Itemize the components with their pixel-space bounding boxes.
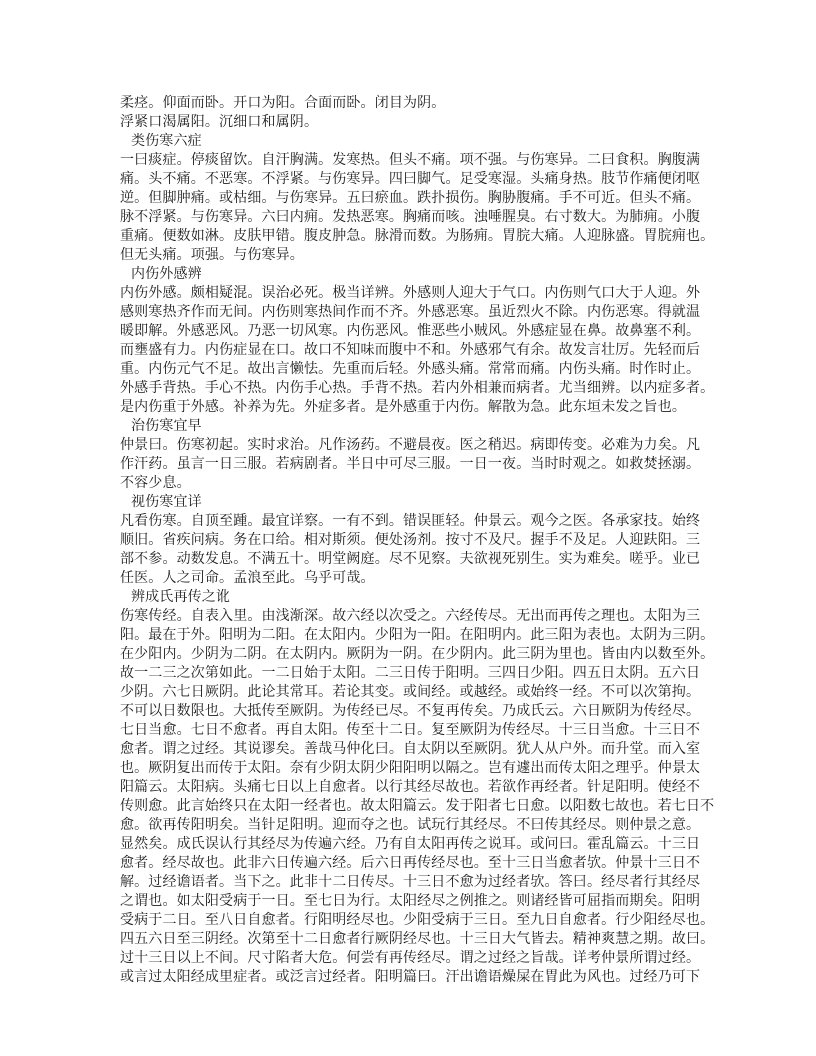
text-line: 内伤外感。颇相疑混。误治必死。极当详辨。外感则人迎大于气口。内伤则气口大于人迎。外 [120, 285, 701, 301]
text-line: 受病于二日。至八日自愈者。行阳明经尽也。少阳受病于三日。至九日自愈者。行少阳经尽也。 [120, 912, 715, 928]
text-line: 之谓也。如太阳受病于一日。至七日为行。太阳经尽之例推之。则诸经皆可屈指而期矣。阳明 [120, 893, 701, 909]
section-heading: 视伤寒宜详 [131, 494, 202, 510]
document-content [120, 94, 715, 987]
text-line: 柔痉。仰面而卧。开口为阳。合面而卧。闭目为阴。 [120, 95, 446, 111]
section-heading: 内伤外感辨 [131, 266, 202, 282]
text-line: 作汗药。虽言一日三服。若病剧者。半日中可尽三服。一日一夜。当时时观之。如救焚拯溺。 [120, 456, 701, 472]
text-section [120, 417, 702, 493]
text-line: 仲景曰。伤寒初起。实时求治。凡作汤药。不避晨夜。医之稍迟。病即传变。必难为力矣。凡 [120, 437, 701, 453]
text-line: 愈。欲再传阳明矣。当针足阳明。迎而夺之也。试玩行其经尽。不曰传其经尽。则仲景之意。 [120, 817, 701, 833]
text-line: 凡看伤寒。自顶至踵。最宜详察。一有不到。错误匪轻。仲景云。观今之医。各承家技。始终 [120, 513, 701, 529]
text-line: 七日当愈。七日不愈者。再自太阳。传至十二日。复至厥阴为传经尽。十三日当愈。十三日不 [120, 722, 701, 738]
text-line: 也。厥阴复出而传于太阳。奈有少阴太阴少阳阳明以隔之。岂有遽出而传太阳之理乎。仲景太 [120, 760, 701, 776]
text-line: 阳篇云。太阳病。头痛七日以上自愈者。以行其经尽故也。若欲作再经者。针足阳明。使经不 [120, 779, 701, 795]
text-line: 一曰痰症。停痰留饮。自汗胸满。发寒热。但头不痛。项不强。与伤寒异。二曰食积。胸腹满 [120, 152, 701, 168]
text-line: 在少阳内。少阴为二阴。在太阴内。厥阴为一阴。在少阴内。此三阴为里也。皆由内以数至外。 [120, 646, 715, 662]
text-line: 故一二三之次第如此。一二日始于太阳。二三日传于阳明。三四日少阳。四五日太阴。五六日 [120, 665, 701, 681]
text-line: 不可以日数限也。大抵传至厥阴。为传经已尽。不复再传矣。乃成氏云。六日厥阴为传经尽。 [120, 703, 701, 719]
text-line: 逆。但脚肿痛。或枯细。与伤寒异。五曰瘀血。跌扑损伤。胸胁腹痛。手不可近。但头不痛。 [120, 190, 701, 206]
text-line: 或言过太阳经成里症者。或泛言过经者。阳明篇曰。汗出谵语燥屎在胃此为风也。过经乃可下 [120, 969, 701, 985]
text-line: 重。内伤元气不足。故出言懒怯。先重而后轻。外感头痛。常常而痛。内伤头痛。时作时止。 [120, 361, 701, 377]
text-line: 阳。最在于外。阳明为二阳。在太阳内。少阳为一阳。在阳明内。此三阳为表也。太阴为三阴。 [120, 627, 715, 643]
text-section [120, 132, 715, 265]
text-line: 伤寒传经。自表入里。由浅渐深。故六经以次受之。六经传尽。无出而再传之理也。太阳为三 [120, 608, 701, 624]
text-line: 重痛。便数如淋。皮肤甲错。腹皮肿急。脉滑而数。为肠痈。胃脘大痛。人迎脉盛。胃脘痈也。 [120, 228, 715, 244]
section-heading: 类伤寒六症 [131, 133, 202, 149]
text-line: 浮紧口渴属阳。沉细口和属阴。 [120, 114, 319, 130]
text-line: 而壅盛有力。内伤症显在口。故口不知味而腹中不和。外感邪气有余。故发言壮厉。先轻而后 [120, 342, 701, 358]
text-line: 解。过经谵语者。当下之。此非十二日传尽。十三日不愈为过经者欤。答曰。经尽者行其经尽 [120, 874, 701, 890]
text-line: 痛。头不痛。不恶寒。不浮紧。与伤寒异。四曰脚气。足受寒湿。头痛身热。肢节作痛便闭呕 [120, 171, 701, 187]
text-section [120, 265, 715, 417]
section-heading: 治伤寒宜早 [131, 418, 202, 434]
text-line: 外感手背热。手心不热。内伤手心热。手背不热。若内外相兼而病者。尤当细辨。以内症多者。 [120, 380, 715, 396]
text-section [120, 94, 702, 132]
text-line: 暖即解。外感恶风。乃恶一切风寒。内伤恶风。惟恶些小贼风。外感症显在鼻。故鼻塞不利。 [120, 323, 701, 339]
text-line: 过十三日以上不间。尺寸陷者大危。何尝有再传经尽。谓之过经之旨哉。详考仲景所谓过经。 [120, 950, 701, 966]
text-line: 传则愈。此言始终只在太阳一经者也。故太阳篇云。发于阳者七日愈。以阳数七故也。若七日不 [120, 798, 715, 814]
text-line: 愈者。谓之过经。其说谬矣。善哉马仲化曰。自太阴以至厥阴。犹人从户外。而升堂。而入室 [120, 741, 701, 757]
section-heading: 辨成氏再传之讹 [131, 589, 231, 605]
text-section [120, 493, 702, 588]
text-line: 但无头痛。项强。与伤寒异。 [120, 247, 304, 263]
text-line: 显然矣。成氏误认行其经尽为传遍六经。乃有自太阳再传之说耳。或问曰。霍乱篇云。十三日 [120, 836, 701, 852]
text-line: 顺旧。省疾问病。务在口给。相对斯须。便处汤剂。按寸不及尺。握手不及足。人迎趺阳。三 [120, 532, 701, 548]
text-section [120, 588, 715, 987]
text-line: 四五六日至三阴经。次第至十二日愈者行厥阴经尽也。十三日大气皆去。精神爽慧之期。故曰。 [120, 931, 715, 947]
text-line: 脉不浮紧。与伤寒异。六曰内痈。发热恶寒。胸痛而咳。浊唾腥臭。右寸数大。为肺痈。小腹 [120, 209, 701, 225]
text-line: 少阴。六七日厥阴。此论其常耳。若论其变。或间经。或越经。或始终一经。不可以次第拘。 [120, 684, 701, 700]
text-line: 部不参。动数发息。不满五十。明堂阙庭。尽不见察。夫欲视死别生。实为难矣。嗟乎。业已 [120, 551, 701, 567]
text-line: 任医。人之司命。孟浪至此。乌乎可哉。 [120, 570, 375, 586]
text-line: 是内伤重于外感。补养为先。外症多者。是外感重于内伤。解散为急。此东垣未发之旨也。 [120, 399, 686, 415]
text-line: 愈者。经尽故也。此非六日传遍六经。后六日再传经尽也。至十三日当愈者欤。仲景十三日不 [120, 855, 701, 871]
text-line: 不容少息。 [120, 475, 191, 491]
text-line: 感则寒热齐作而无间。内伤则寒热间作而不齐。外感恶寒。虽近烈火不除。内伤恶寒。得就温 [120, 304, 701, 320]
